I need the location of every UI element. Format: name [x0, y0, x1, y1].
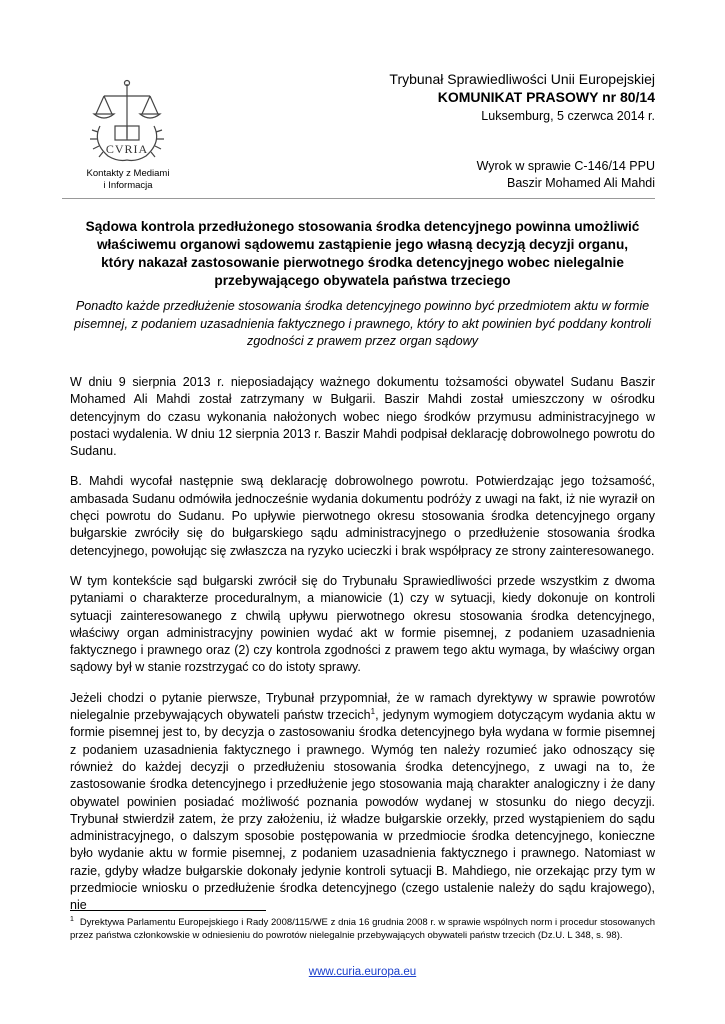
footnote-number: 1 [70, 915, 74, 923]
paragraph-1: W dniu 9 sierpnia 2013 r. nieposiadający ważnego dokumentu tożsamości obywatel Sudanu Baszir Mohamed Ali Mahdi został zatrzymany w Bułgarii. Baszir Mahdi został umieszczony w ośrodku detencyjnym do czasu wykonania nałożonych wobec niego środków przymusu administracyjnego w postaci wydalenia. W dniu 12 sierpnia 2013 r. Baszir Mahdi podpisał deklarację dobrowolnego powrotu do Sudanu. [70, 375, 655, 459]
footnote [70, 917, 655, 942]
logo-wordmark: CVRIA [105, 142, 149, 156]
paragraph-4-start: Jeżeli chodzi o pytanie pierwsze, Trybunał przypomniał, że w ramach dyrektywy w sprawie powrotów nielegalnie przebywających obywateli państw trzecich [70, 690, 655, 723]
footer [0, 966, 725, 978]
body-text [70, 374, 655, 928]
headline: Sądowa kontrola przedłużonego stosowania środka detencyjnego powinna umożliwić właściwemu organowi sądowemu zastąpienie jego własną decyzją decyzji organu, który nakazał zastosowanie pierwotnego środka detencyjnego wobec nielegalnie przebywającego obywatela państwa trzeciego [85, 219, 640, 288]
curia-website-link[interactable]: www.curia.europa.eu [308, 966, 417, 978]
footnote-text: Dyrektywa Parlamentu Europejskiego i Rady 2008/115/WE z dnia 16 grudnia 2008 r. w sprawie wspólnych norm i procedur stosowanych przez państwa członkowskie w odniesieniu do powrotów nielegalnie przebywających obywateli państw trzecich (Dz.U. L 348, s. 98). [70, 917, 655, 941]
case-reference [477, 158, 655, 192]
paragraph-2: B. Mahdi wycofał następnie swą deklarację dobrowolnego powrotu. Potwierdzając jego tożsamość, ambasada Sudanu odmówiła jednocześnie wydania dokumentu podróży z uwagi na fakt, iż nie wyraził on chęci powrotu do Sudanu. Po upływie pierwotnego okresu stosowania środka detencyjnego organy bułgarskie zwróciły się do bułgarskiego sądu administracyjnego o przedłużenie stosowania środka detencyjnego, powołując się zwłaszcza na ryzyko ucieczki i brak współpracy ze strony zainteresowanego. [70, 474, 655, 558]
case-number: Wyrok w sprawie C-146/14 PPU [476, 159, 655, 173]
header-right [389, 70, 655, 125]
contact-line-1: Kontakty z Mediami [86, 168, 170, 179]
place-date: Luksemburg, 5 czerwca 2014 r. [481, 109, 655, 123]
press-release-number: KOMUNIKAT PRASOWY nr 80/14 [437, 89, 655, 105]
subheadline: Ponadto każde przedłużenie stosowania środka detencyjnego powinno być przedmiotem aktu w formie pisemnej, z podaniem uzasadnienia faktycznego i prawnego, który to akt powinien być poddany kontroli zgodności z prawem przez organ sądowy [74, 299, 651, 348]
media-contact-label [62, 168, 194, 192]
paragraph-4 [70, 690, 655, 915]
court-name: Trybunał Sprawiedliwości Unii Europejskiej [389, 71, 655, 87]
paragraph-3: W tym kontekście sąd bułgarski zwrócił się do Trybunału Sprawiedliwości przede wszystkim z dwoma pytaniami o charakterze proceduralnym, a mianowicie (1) czy w sytuacji, kiedy dokonuje on kontroli sytuacji zainteresowanego z chwilą upływu pierwotnego okresu stosowania środka detencyjnego, właściwy organ administracyjny powinien wydać akt w formie pisemnej, z podaniem uzasadnienia faktycznego i prawnego oraz (2) czy kontrola zgodności z prawem tego aktu wymaga, by właściwy organ sądowy był w stanie rozstrzygać co do istoty sprawy. [70, 573, 655, 675]
header-divider [62, 198, 655, 199]
paragraph-4-rest: , jedynym wymogiem dotyczącym wydania aktu w formie pisemnej jest to, by decyzja o zastosowaniu środka detencyjnego była wydana w formie pisemnej z podaniem uzasadnienia faktycznego i prawnego. Wymóg ten należy rozumieć jako odnoszący się również do każdej decyzji o przedłużeniu stosowania środka detencyjnego, z uwagi na to, że zastosowanie środka detencyjnego i przedłużenie jego stosowania mają charakter analogiczny i że dany obywatel powinien posiadać możliwość poznania powodów wydanej w stosunku do niego decyzji. Trybunał stwierdził zatem, że przy założeniu, iż władze bułgarskie orzekły, przed wystąpieniem do sądu administracyjnego, o dalszym sposobie postępowania w przedmiocie środka detencyjnego, konieczne było wydanie aktu w formie pisemnej, z podaniem uzasadnienia faktycznego i prawnego. Natomiast w razie, gdyby władze bułgarskie dokonały jedynie kontroli sytuacji B. Mahdiego, nie orzekając przy tym w przedmiocie wniosku o przedłużenie środka detencyjnego (czego ustalenie należy do sądu krajowego), nie [70, 708, 655, 913]
contact-line-2: i Informacja [103, 180, 153, 191]
party-name: Baszir Mohamed Ali Mahdi [507, 176, 655, 190]
footnote-divider [70, 910, 266, 911]
footnote-reference[interactable]: 1 [370, 706, 376, 716]
curia-logo [82, 76, 172, 168]
